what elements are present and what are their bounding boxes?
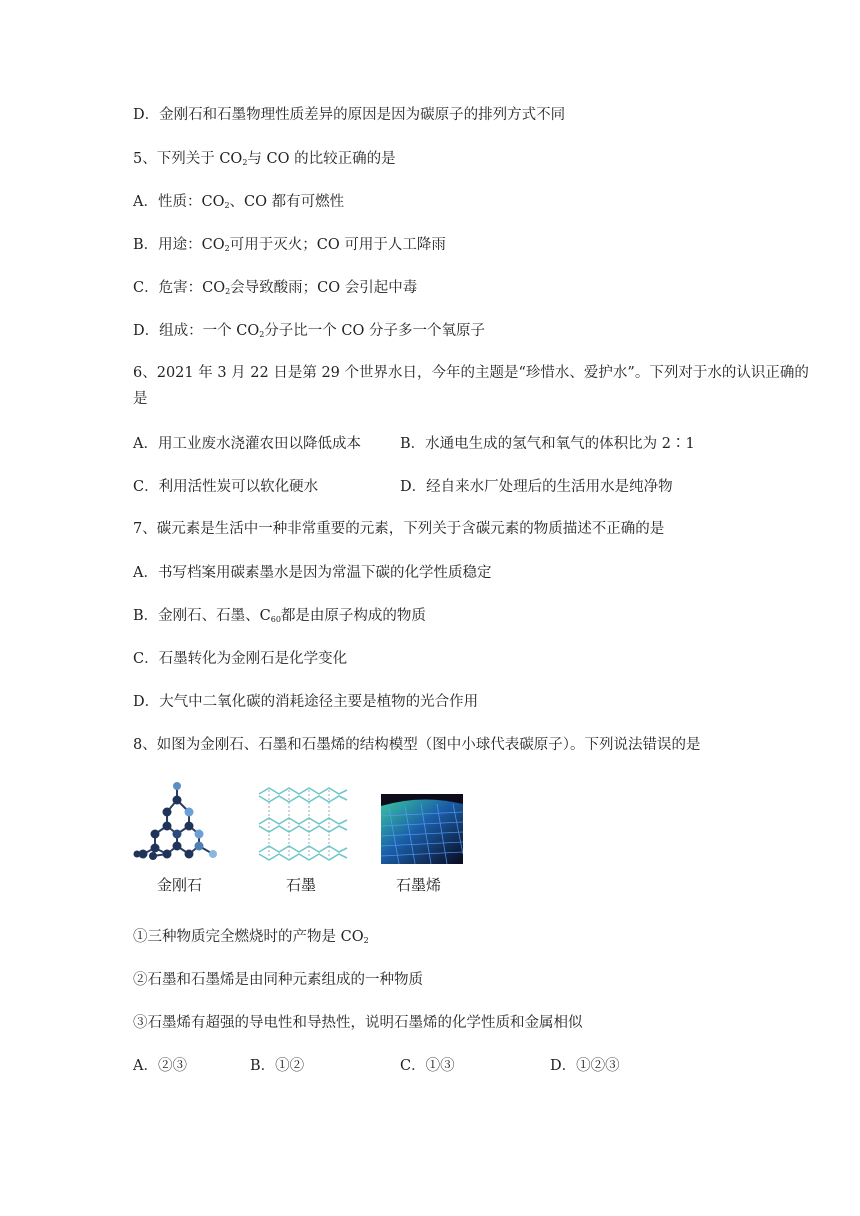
q5-option-a: A．性质：$CO_2$、CO 都有可燃性 (133, 194, 345, 210)
q5-option-b: B．用途：$CO_2$可用于灭火；CO 可用于人工降雨 (133, 237, 446, 253)
q7-stem: 7、碳元素是生活中一种非常重要的元素，下列关于含碳元素的物质描述不正确的是 (133, 521, 665, 537)
q7-option-a: A．书写档案用碳素墨水是因为常温下碳的化学性质稳定 (133, 565, 492, 581)
q6-option-d: D．经自来水厂处理后的生活用水是纯净物 (400, 479, 673, 495)
graphite-label: 石墨 (286, 876, 317, 894)
q8-option-a: A．②③ (133, 1058, 187, 1074)
q5-option-c: C．危害：$CO_2$会导致酸雨；CO 会引起中毒 (133, 280, 418, 296)
q6-option-b: B．水通电生成的氢气和氧气的体积比为 2∶1 (400, 436, 695, 452)
diamond-label: 金刚石 (157, 876, 203, 894)
graphite-structure-image (255, 780, 351, 864)
q8-stem: 8、如图为金刚石、石墨和石墨烯的结构模型（图中小球代表碳原子）。下列说法错误的是 (133, 737, 701, 753)
q8-statement-3: ③石墨烯有超强的导电性和导热性，说明石墨烯的化学性质和金属相似 (133, 1015, 583, 1031)
q8-option-d: D．①②③ (550, 1058, 620, 1074)
q6-stem: 6、2021 年 3 月 22 日是第 29 个世界水日，今年的主题是“珍惜水、爱护水”。下列对于水的认识正确的是 (133, 365, 809, 407)
q6-option-c: C．利用活性炭可以软化硬水 (133, 479, 319, 495)
q8-statement-2: ②石墨和石墨烯是由同种元素组成的一种物质 (133, 972, 423, 988)
q5-stem: 5、下列关于 $CO_2$与 CO 的比较正确的是 (133, 151, 396, 167)
graphene-label: 石墨烯 (396, 876, 442, 894)
graphene-structure-image (381, 794, 463, 864)
q5-option-d: D．组成：一个 $CO_2$分子比一个 CO 分子多一个氧原子 (133, 323, 486, 339)
q8-option-c: C．①③ (400, 1058, 455, 1074)
q8-option-b: B．①② (250, 1058, 305, 1074)
q7-option-c: C．石墨转化为金刚石是化学变化 (133, 651, 348, 667)
q8-statement-1: ①三种物质完全燃烧时的产物是 $CO_2$ (133, 929, 369, 945)
diamond-structure-image (133, 778, 233, 868)
q7-option-d: D．大气中二氧化碳的消耗途径主要是植物的光合作用 (133, 694, 479, 710)
carbon-structures-figure (133, 778, 483, 908)
q4-option-d: D．金刚石和石墨物理性质差异的原因是因为碳原子的排列方式不同 (133, 107, 566, 123)
q6-option-a: A．用工业废水浇灌农田以降低成本 (133, 436, 361, 452)
q7-option-b: B．金刚石、石墨、$C_{60}$都是由原子构成的物质 (133, 608, 426, 624)
